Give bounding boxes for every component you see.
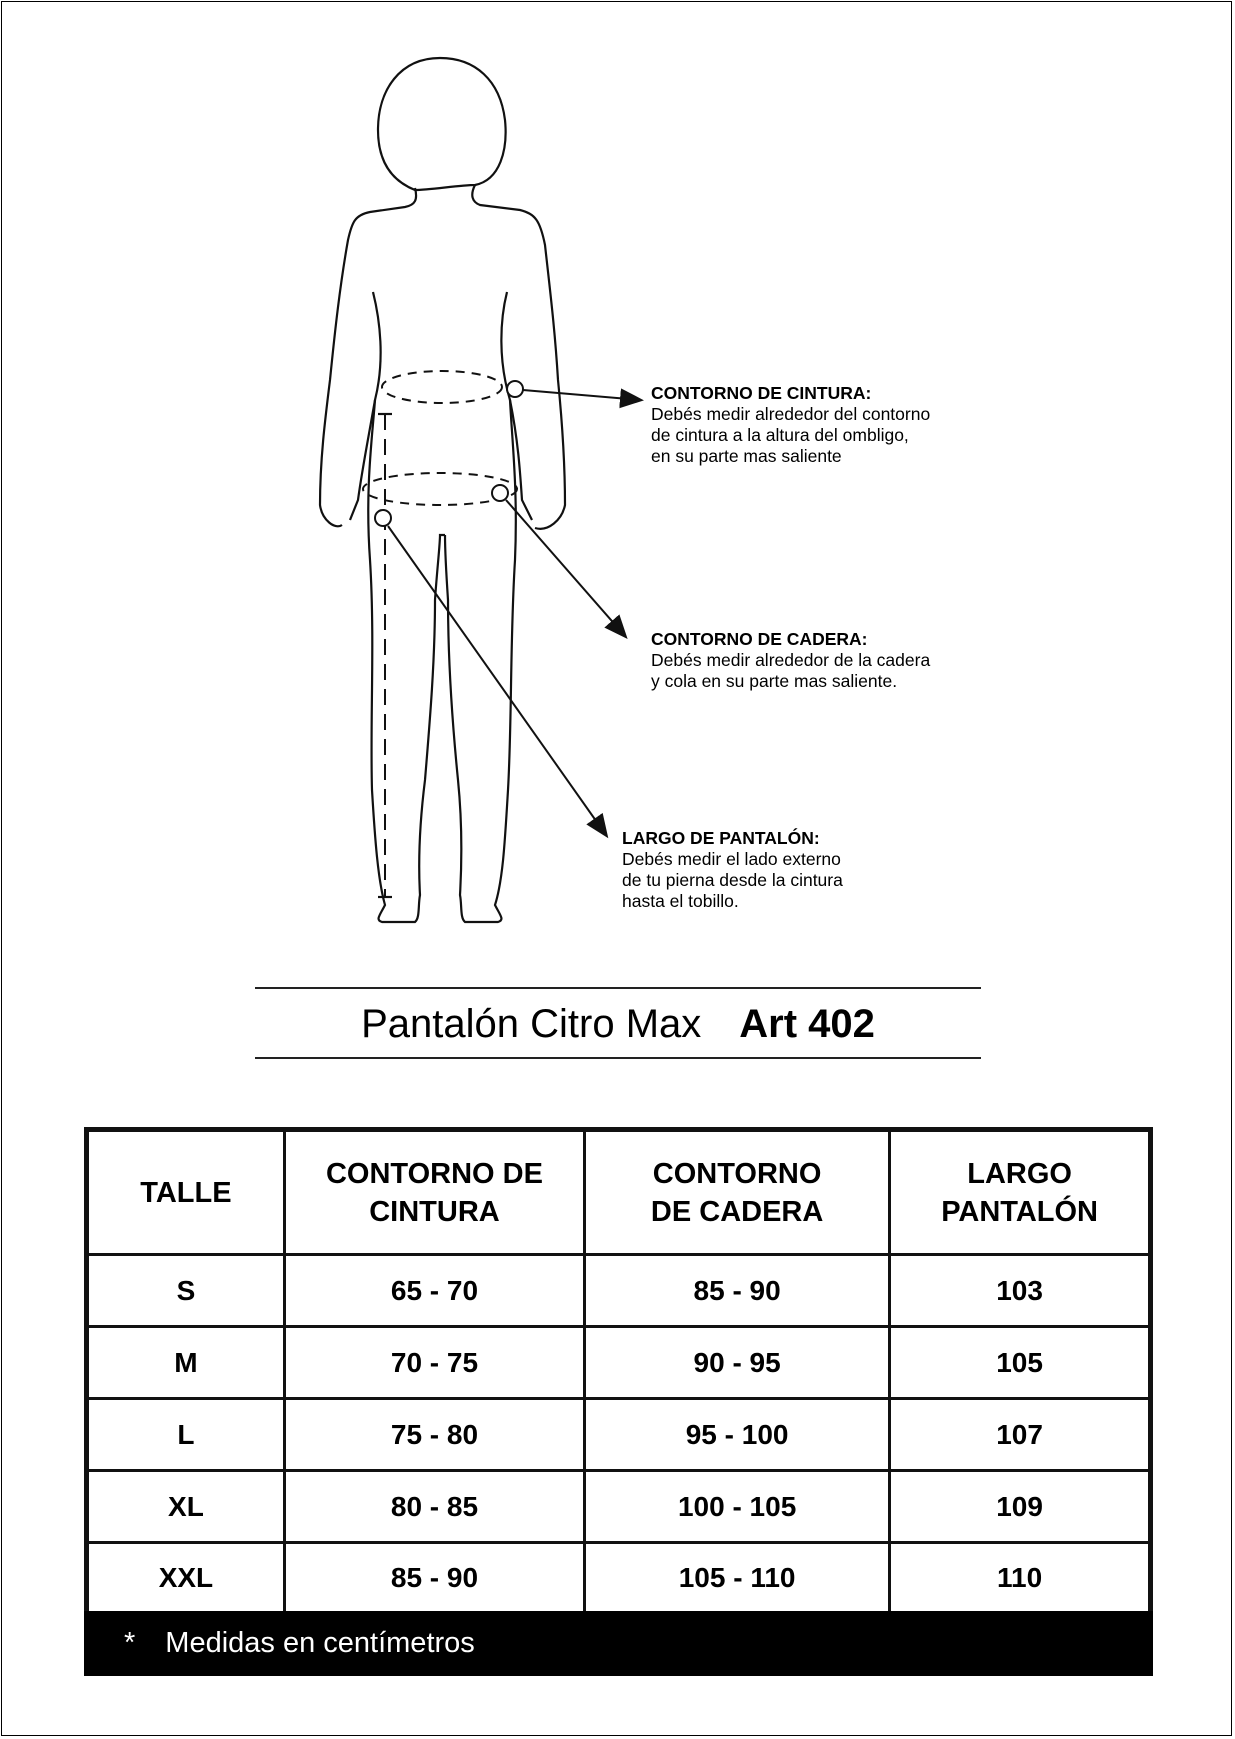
header-cadera: CONTORNO DE CADERA <box>585 1130 890 1255</box>
cell-cadera: 95 - 100 <box>585 1399 890 1471</box>
cell-cadera: 105 - 110 <box>585 1543 890 1614</box>
cell-talle: L <box>87 1399 285 1471</box>
table-row <box>87 1471 1151 1543</box>
product-name: Pantalón Citro Max <box>361 1001 702 1046</box>
cell-cadera: 90 - 95 <box>585 1327 890 1399</box>
cell-talle: XL <box>87 1471 285 1543</box>
title-rule-bottom <box>255 1057 981 1059</box>
figure-head <box>378 58 506 190</box>
cell-largo: 109 <box>890 1471 1151 1543</box>
table-row <box>87 1327 1151 1399</box>
annotation-length <box>622 828 862 912</box>
leg-arrow <box>388 526 606 835</box>
figure-body-right <box>472 185 565 529</box>
annotation-hip-title: CONTORNO DE CADERA: <box>651 629 868 649</box>
cell-largo: 105 <box>890 1327 1151 1399</box>
units-footnote <box>84 1611 1153 1676</box>
size-table-header-row <box>87 1130 1151 1255</box>
annotation-waist-desc: Debés medir alrededor del contorno de cintura a la altura del ombligo, en su parte mas saliente <box>651 404 931 466</box>
cell-cintura: 75 - 80 <box>284 1399 584 1471</box>
footnote-text: Medidas en centímetros <box>165 1627 475 1659</box>
annotation-hip-desc: Debés medir alrededor de la cadera y cola en su parte mas saliente. <box>651 650 931 691</box>
annotation-waist-title: CONTORNO DE CINTURA: <box>651 383 872 403</box>
cell-cadera: 85 - 90 <box>585 1255 890 1327</box>
cell-cintura: 80 - 85 <box>284 1471 584 1543</box>
waist-marker-circle <box>507 381 523 397</box>
waist-measure-ellipse <box>382 371 502 403</box>
title-rule-top <box>255 987 981 989</box>
header-cintura: CONTORNO DE CINTURA <box>284 1130 584 1255</box>
cell-largo: 107 <box>890 1399 1151 1471</box>
annotation-length-title: LARGO DE PANTALÓN: <box>622 828 820 848</box>
cell-talle: S <box>87 1255 285 1327</box>
footnote-asterisk: * <box>124 1627 136 1659</box>
cell-largo: 110 <box>890 1543 1151 1614</box>
cell-cintura: 70 - 75 <box>284 1327 584 1399</box>
hip-marker-circle <box>492 485 508 501</box>
annotation-length-desc: Debés medir el lado externo de tu pierna desde la cintura hasta el tobillo. <box>622 849 843 911</box>
cell-cintura: 85 - 90 <box>284 1543 584 1614</box>
table-row <box>87 1543 1151 1614</box>
cell-largo: 103 <box>890 1255 1151 1327</box>
table-row <box>87 1399 1151 1471</box>
cell-cadera: 100 - 105 <box>585 1471 890 1543</box>
annotation-waist <box>651 383 931 467</box>
waist-arrow <box>523 390 640 400</box>
cell-talle: XXL <box>87 1543 285 1614</box>
cell-talle: M <box>87 1327 285 1399</box>
table-row <box>87 1255 1151 1327</box>
annotation-hip <box>651 629 931 692</box>
hip-arrow <box>506 500 625 636</box>
figure-leg-right <box>445 400 516 922</box>
leg-marker-circle <box>375 510 391 526</box>
product-article: Art 402 <box>739 1001 875 1046</box>
size-table <box>84 1127 1153 1616</box>
cell-cintura: 65 - 70 <box>284 1255 584 1327</box>
product-title <box>255 990 981 1058</box>
header-largo: LARGO PANTALÓN <box>890 1130 1151 1255</box>
header-talle: TALLE <box>87 1130 285 1255</box>
